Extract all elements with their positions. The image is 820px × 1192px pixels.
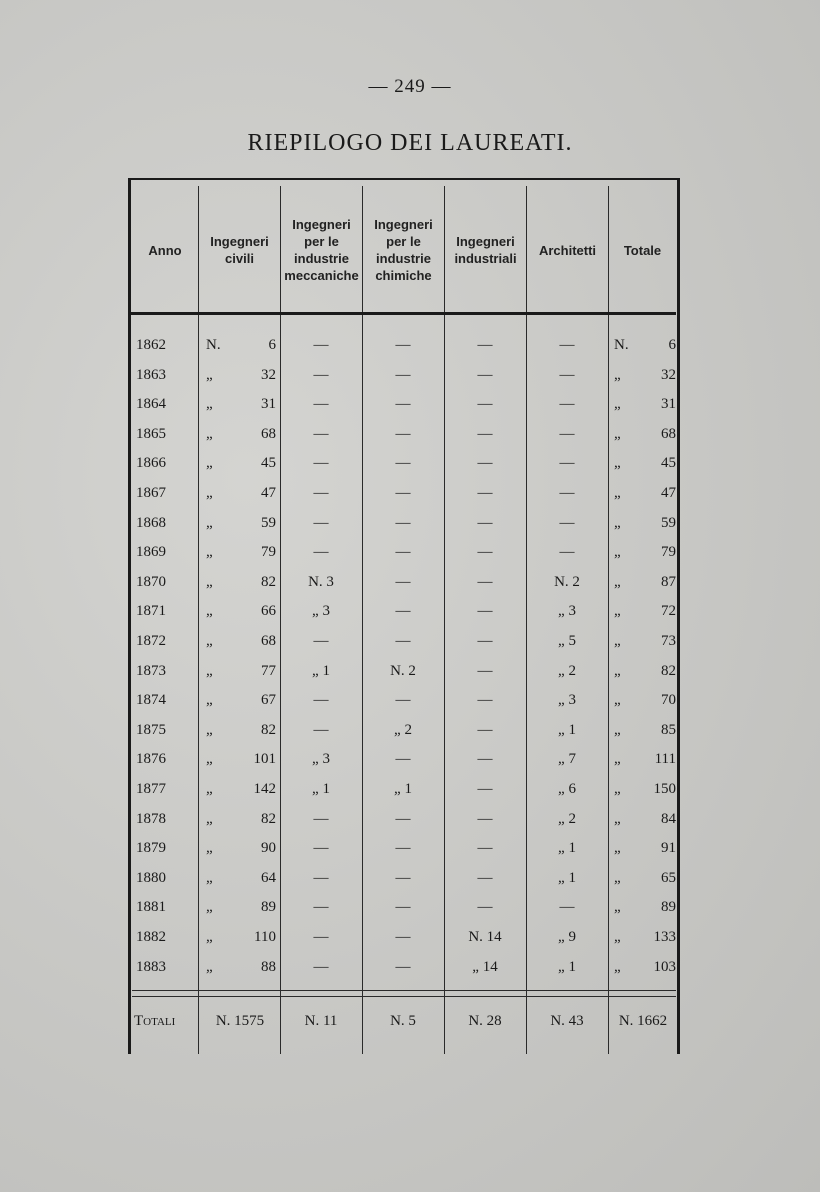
cell-meccaniche: „ 3	[312, 751, 330, 768]
header-architetti: Architetti	[538, 242, 597, 258]
cell-totale-prefix: N.	[614, 337, 629, 353]
cell-civili-value: 82	[261, 573, 276, 590]
cell-totale-prefix: „	[614, 781, 621, 797]
cell-totale-prefix: „	[614, 366, 621, 383]
cell-industriali: —	[477, 337, 493, 353]
cell-chimiche: —	[395, 692, 411, 709]
totals-meccaniche: N. 11	[304, 1013, 338, 1029]
totals-chimiche: N. 5	[390, 1013, 416, 1029]
cell-architetti: —	[559, 514, 575, 531]
cell-meccaniche: —	[313, 366, 329, 383]
summary-table	[128, 178, 680, 1054]
table-row	[128, 479, 680, 508]
cell-meccaniche: „ 1	[312, 662, 330, 679]
cell-anno: 1864	[136, 396, 166, 413]
cell-totale-value: 65	[661, 869, 676, 886]
cell-meccaniche: —	[313, 337, 329, 353]
header-anno: Anno	[148, 242, 182, 258]
cell-chimiche: „ 1	[394, 781, 412, 797]
cell-civili-prefix: „	[206, 455, 213, 472]
table-row	[128, 923, 680, 952]
cell-architetti: N. 2	[554, 573, 580, 590]
cell-anno: 1868	[136, 514, 166, 531]
table-row	[128, 509, 680, 538]
cell-totale-prefix: „	[614, 633, 621, 649]
cell-architetti: —	[559, 899, 575, 916]
cell-chimiche: —	[395, 633, 411, 649]
cell-industriali: —	[477, 396, 493, 413]
cell-chimiche: —	[395, 485, 411, 501]
cell-totale-value: 133	[653, 929, 676, 945]
cell-meccaniche: —	[313, 958, 329, 975]
cell-architetti: —	[559, 455, 575, 472]
table-row	[128, 538, 680, 567]
cell-architetti: —	[559, 337, 575, 353]
header-ingegneri-chimiche: Ingegneri per le industrie chimiche	[374, 217, 433, 283]
cell-totale-prefix: „	[614, 396, 621, 413]
table-row	[128, 331, 680, 360]
cell-industriali: —	[477, 544, 493, 561]
table-row	[128, 657, 680, 686]
cell-meccaniche: N. 3	[308, 573, 334, 590]
cell-meccaniche: —	[313, 544, 329, 561]
cell-chimiche: —	[395, 958, 411, 975]
table-row	[128, 597, 680, 626]
cell-anno: 1866	[136, 455, 166, 472]
page-number: — 249 —	[368, 76, 452, 97]
cell-meccaniche: —	[313, 840, 329, 857]
cell-architetti: „ 6	[558, 781, 576, 797]
cell-architetti: „ 1	[558, 869, 576, 886]
cell-anno: 1879	[136, 840, 166, 857]
cell-industriali: —	[477, 751, 493, 768]
cell-totale-value: 85	[661, 721, 676, 738]
cell-totale-value: 6	[668, 337, 676, 353]
table-row	[128, 893, 680, 922]
cell-architetti: —	[559, 396, 575, 413]
cell-chimiche: —	[395, 455, 411, 472]
cell-civili-prefix: N.	[206, 337, 221, 353]
cell-civili-value: 77	[261, 662, 276, 679]
table-row	[128, 716, 680, 745]
cell-totale-prefix: „	[614, 899, 621, 916]
cell-civili-prefix: „	[206, 366, 213, 383]
totals-row	[128, 1004, 680, 1038]
cell-totale-value: 73	[661, 633, 676, 649]
cell-anno: 1883	[136, 958, 166, 975]
table-row	[128, 805, 680, 834]
cell-civili-value: 66	[261, 603, 276, 620]
table-top-border	[128, 178, 680, 185]
cell-civili-value: 45	[261, 455, 276, 472]
cell-totale-prefix: „	[614, 840, 621, 857]
cell-totale-value: 82	[661, 662, 676, 679]
cell-chimiche: —	[395, 869, 411, 886]
cell-anno: 1880	[136, 869, 166, 886]
totals-civili: N. 1575	[215, 1013, 265, 1029]
cell-civili-prefix: „	[206, 425, 213, 442]
cell-civili-value: 32	[261, 366, 276, 383]
cell-industriali: —	[477, 425, 493, 442]
cell-chimiche: —	[395, 603, 411, 620]
cell-anno: 1862	[136, 337, 166, 353]
cell-totale-value: 59	[661, 514, 676, 531]
cell-civili-value: 89	[261, 899, 276, 916]
cell-architetti: „ 9	[558, 929, 576, 945]
cell-civili-value: 67	[261, 692, 276, 709]
cell-architetti: „ 2	[558, 662, 576, 679]
cell-totale-value: 32	[661, 366, 676, 383]
cell-civili-prefix: „	[206, 573, 213, 590]
cell-architetti: „ 3	[558, 603, 576, 620]
cell-civili-prefix: „	[206, 544, 213, 561]
cell-industriali: —	[477, 603, 493, 620]
cell-chimiche: —	[395, 899, 411, 916]
header-ingegneri-civili: Ingegneri civili	[210, 234, 269, 266]
cell-totale-value: 31	[661, 396, 676, 413]
cell-meccaniche: —	[313, 514, 329, 531]
cell-architetti: „ 1	[558, 721, 576, 738]
cell-totale-value: 103	[653, 958, 676, 975]
cell-totale-prefix: „	[614, 662, 621, 679]
cell-architetti: „ 7	[558, 751, 576, 768]
cell-chimiche: —	[395, 573, 411, 590]
cell-anno: 1881	[136, 899, 166, 916]
cell-industriali: —	[477, 662, 493, 679]
header-ingegneri-meccaniche: Ingegneri per le industrie meccaniche	[284, 217, 359, 283]
cell-totale-prefix: „	[614, 810, 621, 827]
cell-anno: 1871	[136, 603, 166, 620]
cell-chimiche: —	[395, 929, 411, 945]
cell-civili-value: 59	[261, 514, 276, 531]
cell-industriali: —	[477, 899, 493, 916]
cell-anno: 1882	[136, 929, 166, 945]
cell-meccaniche: —	[313, 810, 329, 827]
cell-architetti: „ 1	[558, 958, 576, 975]
cell-chimiche: —	[395, 366, 411, 383]
cell-civili-prefix: „	[206, 781, 213, 797]
cell-totale-value: 68	[661, 425, 676, 442]
cell-meccaniche: —	[313, 485, 329, 501]
cell-civili-value: 6	[268, 337, 276, 353]
cell-totale-value: 47	[661, 485, 676, 501]
cell-civili-prefix: „	[206, 899, 213, 916]
cell-civili-value: 82	[261, 810, 276, 827]
cell-civili-value: 90	[261, 840, 276, 857]
table-row	[128, 953, 680, 982]
cell-chimiche: —	[395, 425, 411, 442]
cell-industriali: N. 14	[468, 929, 502, 945]
totals-architetti: N. 43	[550, 1013, 584, 1029]
cell-chimiche: N. 2	[390, 662, 416, 679]
cell-meccaniche: —	[313, 455, 329, 472]
cell-anno: 1869	[136, 544, 166, 561]
page-title: RIEPILOGO DEI LAUREATI.	[247, 130, 573, 156]
cell-civili-value: 68	[261, 425, 276, 442]
cell-civili-value: 47	[261, 485, 276, 501]
table-row	[128, 361, 680, 390]
cell-industriali: —	[477, 869, 493, 886]
cell-totale-prefix: „	[614, 455, 621, 472]
cell-civili-prefix: „	[206, 929, 213, 945]
cell-anno: 1870	[136, 573, 166, 590]
cell-totale-prefix: „	[614, 573, 621, 590]
header-rule	[128, 312, 676, 315]
cell-civili-prefix: „	[206, 514, 213, 531]
cell-meccaniche: —	[313, 692, 329, 709]
table-row	[128, 834, 680, 863]
cell-chimiche: —	[395, 514, 411, 531]
cell-anno: 1878	[136, 810, 166, 827]
table-row	[128, 686, 680, 715]
cell-totale-prefix: „	[614, 544, 621, 561]
cell-chimiche: —	[395, 396, 411, 413]
totals-rule	[132, 990, 676, 991]
cell-anno: 1874	[136, 692, 166, 709]
cell-totale-value: 72	[661, 603, 676, 620]
cell-totale-prefix: „	[614, 751, 621, 768]
cell-totale-value: 91	[661, 840, 676, 857]
cell-chimiche: „ 2	[394, 721, 412, 738]
cell-industriali: —	[477, 514, 493, 531]
totals-label: Totali	[134, 1013, 176, 1029]
cell-industriali: —	[477, 366, 493, 383]
cell-civili-prefix: „	[206, 840, 213, 857]
cell-anno: 1865	[136, 425, 166, 442]
header-totale: Totale	[623, 242, 662, 258]
cell-totale-value: 45	[661, 455, 676, 472]
cell-civili-prefix: „	[206, 810, 213, 827]
cell-anno: 1863	[136, 366, 166, 383]
cell-civili-value: 110	[254, 929, 276, 945]
cell-totale-value: 84	[661, 810, 676, 827]
cell-civili-prefix: „	[206, 603, 213, 620]
cell-civili-prefix: „	[206, 396, 213, 413]
cell-civili-value: 64	[261, 869, 276, 886]
cell-industriali: —	[477, 485, 493, 501]
totals-industriali: N. 28	[468, 1013, 502, 1029]
cell-civili-prefix: „	[206, 662, 213, 679]
cell-civili-prefix: „	[206, 958, 213, 975]
cell-civili-value: 101	[253, 751, 276, 768]
cell-totale-value: 111	[654, 751, 676, 768]
cell-industriali: —	[477, 692, 493, 709]
table-row	[128, 390, 680, 419]
cell-industriali: —	[477, 840, 493, 857]
cell-architetti: —	[559, 544, 575, 561]
cell-civili-value: 79	[261, 544, 276, 561]
table-row	[128, 420, 680, 449]
cell-civili-prefix: „	[206, 692, 213, 709]
totals-totale: N. 1662	[618, 1013, 668, 1029]
cell-architetti: „ 3	[558, 692, 576, 709]
cell-chimiche: —	[395, 544, 411, 561]
cell-totale-prefix: „	[614, 692, 621, 709]
cell-architetti: „ 5	[558, 633, 576, 649]
cell-meccaniche: „ 1	[312, 781, 330, 797]
cell-civili-value: 142	[253, 781, 276, 797]
cell-civili-prefix: „	[206, 869, 213, 886]
table-row	[128, 864, 680, 893]
cell-civili-prefix: „	[206, 633, 213, 649]
cell-anno: 1867	[136, 485, 166, 501]
cell-civili-value: 88	[261, 958, 276, 975]
header-ingegneri-industriali: Ingegneri industriali	[454, 234, 517, 266]
cell-meccaniche: —	[313, 721, 329, 738]
cell-industriali: „ 14	[472, 958, 498, 975]
cell-totale-value: 79	[661, 544, 676, 561]
cell-totale-value: 89	[661, 899, 676, 916]
cell-totale-value: 87	[661, 573, 676, 590]
cell-architetti: —	[559, 425, 575, 442]
cell-totale-prefix: „	[614, 514, 621, 531]
cell-industriali: —	[477, 721, 493, 738]
cell-civili-prefix: „	[206, 485, 213, 501]
cell-totale-prefix: „	[614, 869, 621, 886]
cell-industriali: —	[477, 810, 493, 827]
cell-anno: 1877	[136, 781, 166, 797]
cell-meccaniche: —	[313, 869, 329, 886]
cell-chimiche: —	[395, 337, 411, 353]
cell-totale-prefix: „	[614, 929, 621, 945]
cell-anno: 1876	[136, 751, 166, 768]
cell-architetti: „ 2	[558, 810, 576, 827]
cell-civili-value: 31	[261, 396, 276, 413]
table-row	[128, 568, 680, 597]
cell-totale-value: 70	[661, 692, 676, 709]
table-row	[128, 627, 680, 656]
cell-meccaniche: —	[313, 425, 329, 442]
cell-industriali: —	[477, 633, 493, 649]
cell-civili-prefix: „	[206, 751, 213, 768]
cell-industriali: —	[477, 455, 493, 472]
cell-chimiche: —	[395, 810, 411, 827]
table-row	[128, 449, 680, 478]
cell-industriali: —	[477, 781, 493, 797]
cell-architetti: —	[559, 485, 575, 501]
cell-totale-prefix: „	[614, 721, 621, 738]
cell-totale-prefix: „	[614, 425, 621, 442]
cell-chimiche: —	[395, 751, 411, 768]
cell-meccaniche: —	[313, 929, 329, 945]
totals-rule	[132, 996, 676, 997]
cell-totale-prefix: „	[614, 958, 621, 975]
cell-anno: 1873	[136, 662, 166, 679]
cell-meccaniche: —	[313, 899, 329, 916]
cell-anno: 1875	[136, 721, 166, 738]
cell-industriali: —	[477, 573, 493, 590]
cell-chimiche: —	[395, 840, 411, 857]
cell-totale-prefix: „	[614, 603, 621, 620]
cell-meccaniche: —	[313, 396, 329, 413]
cell-civili-value: 68	[261, 633, 276, 649]
cell-meccaniche: —	[313, 633, 329, 649]
table-row	[128, 775, 680, 804]
table-row	[128, 745, 680, 774]
cell-meccaniche: „ 3	[312, 603, 330, 620]
cell-totale-value: 150	[653, 781, 676, 797]
cell-totale-prefix: „	[614, 485, 621, 501]
cell-civili-value: 82	[261, 721, 276, 738]
cell-architetti: —	[559, 366, 575, 383]
cell-civili-prefix: „	[206, 721, 213, 738]
cell-architetti: „ 1	[558, 840, 576, 857]
cell-anno: 1872	[136, 633, 166, 649]
